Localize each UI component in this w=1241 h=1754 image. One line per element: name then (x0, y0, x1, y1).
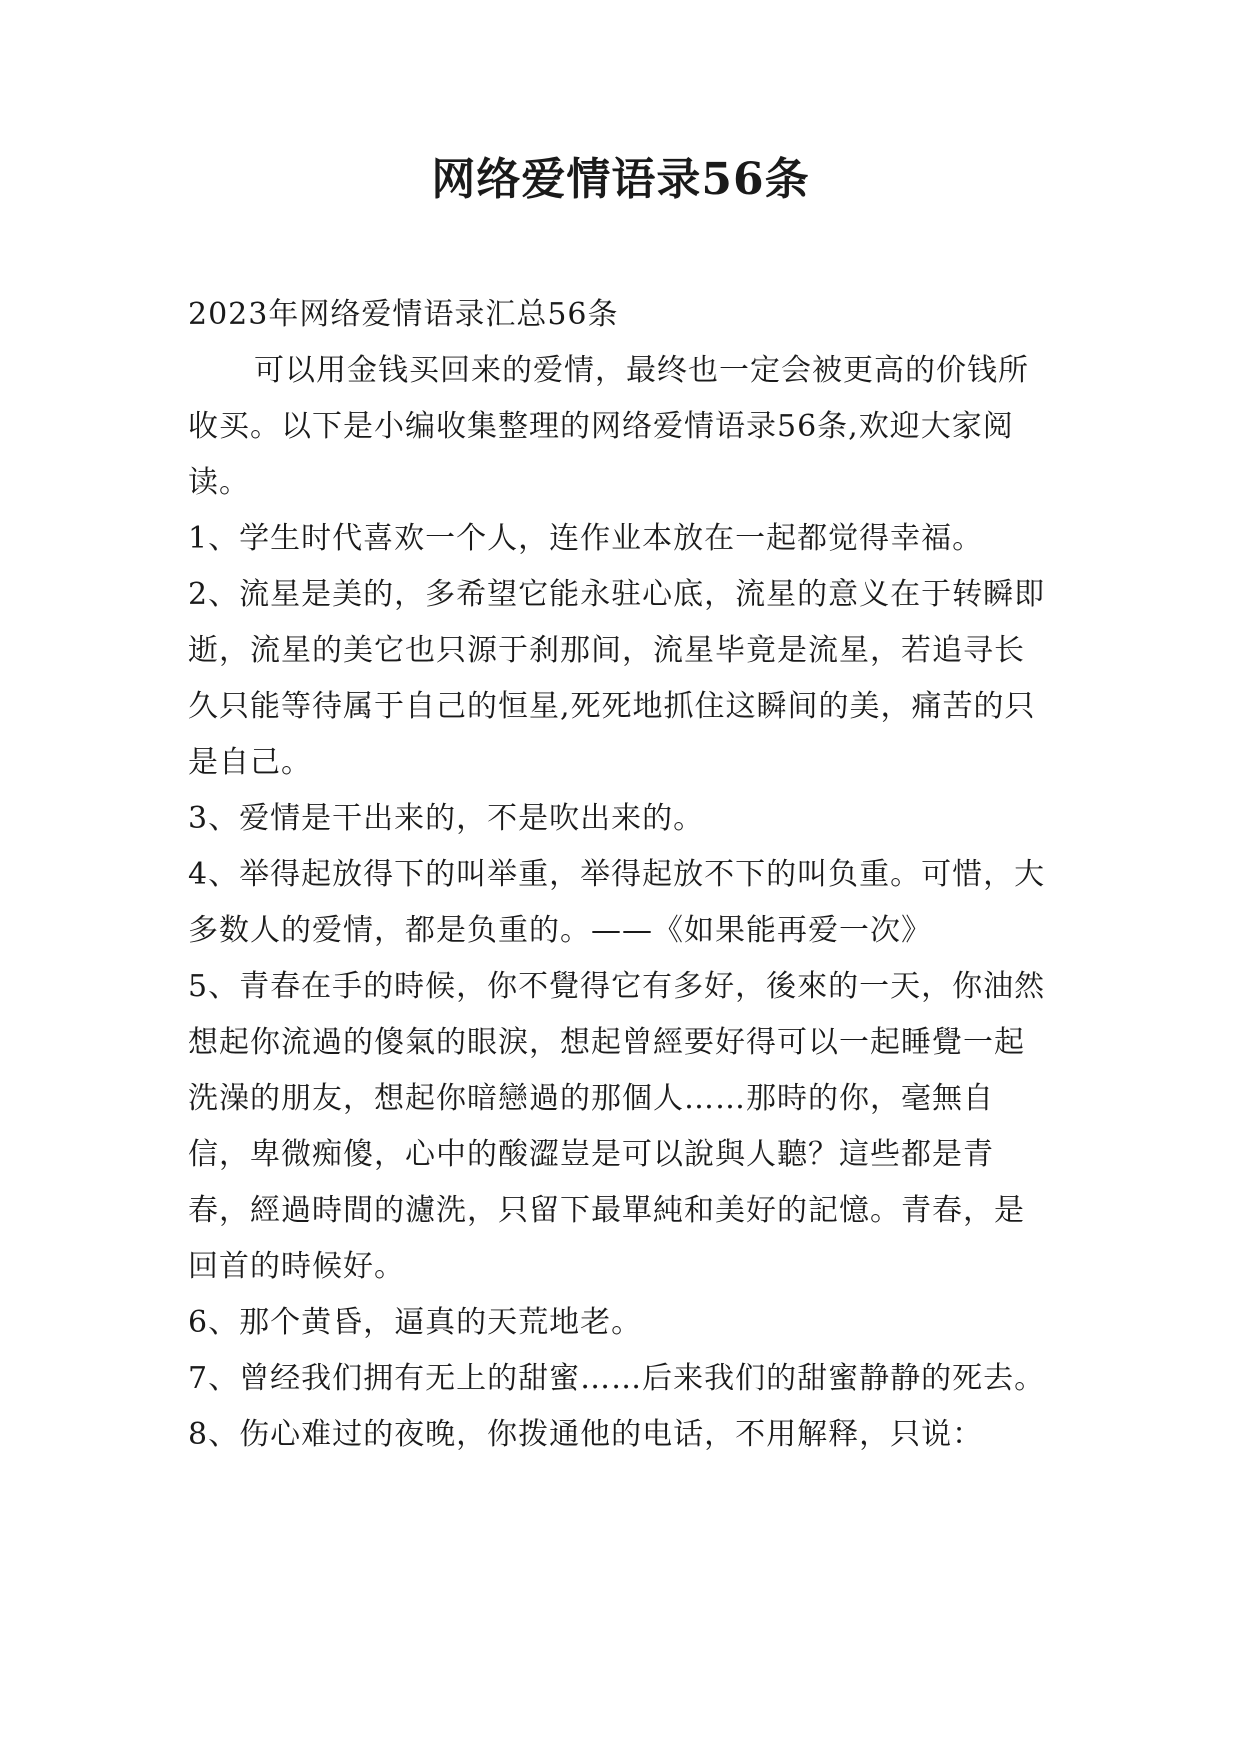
quote-item-2: 2、流星是美的，多希望它能永驻心底，流星的意义在于转瞬即逝，流星的美它也只源于刹那间，流星毕竟是流星，若追寻长久只能等待属于自己的恒星,死死地抓住这瞬间的美，痛苦的只是自己。 (188, 577, 1046, 780)
quote-item-7: 7、曾经我们拥有无上的甜蜜……后来我们的甜蜜静静的死去。 (188, 1361, 1046, 1396)
quote-item-3: 3、爱情是干出来的，不是吹出来的。 (188, 801, 705, 836)
quote-item-8: 8、伤心难过的夜晚，你拨通他的电话，不用解释，只说： (188, 1417, 984, 1452)
document-subtitle: 2023年网络爱情语录汇总56条 (188, 297, 619, 332)
document-body (188, 287, 1053, 1463)
document-title: 网络爱情语录56条 (431, 154, 810, 205)
quote-item-6: 6、那个黄昏，逼真的天荒地老。 (188, 1305, 643, 1340)
quote-item-1: 1、学生时代喜欢一个人，连作业本放在一起都觉得幸福。 (188, 521, 984, 556)
quote-item-4: 4、举得起放得下的叫举重，举得起放不下的叫负重。可惜，大多数人的爱情，都是负重的。——《如果能再爱一次》 (188, 857, 1046, 948)
quote-item-5: 5、青春在手的時候，你不覺得它有多好，後來的一天，你油然想起你流過的傻氣的眼淚，想起曾經要好得可以一起睡覺一起洗澡的朋友，想起你暗戀過的那個人……那時的你，毫無自信，卑微痴傻，心中的酸澀豈是可以說與人聽？這些都是青春，經過時間的濾洗，只留下最單純和美好的記憶。青春，是回首的時候好。 (188, 969, 1046, 1284)
intro-paragraph: 可以用金钱买回来的爱情，最终也一定会被更高的价钱所收买。以下是小编收集整理的网络爱情语录56条,欢迎大家阅读。 (188, 353, 1029, 500)
